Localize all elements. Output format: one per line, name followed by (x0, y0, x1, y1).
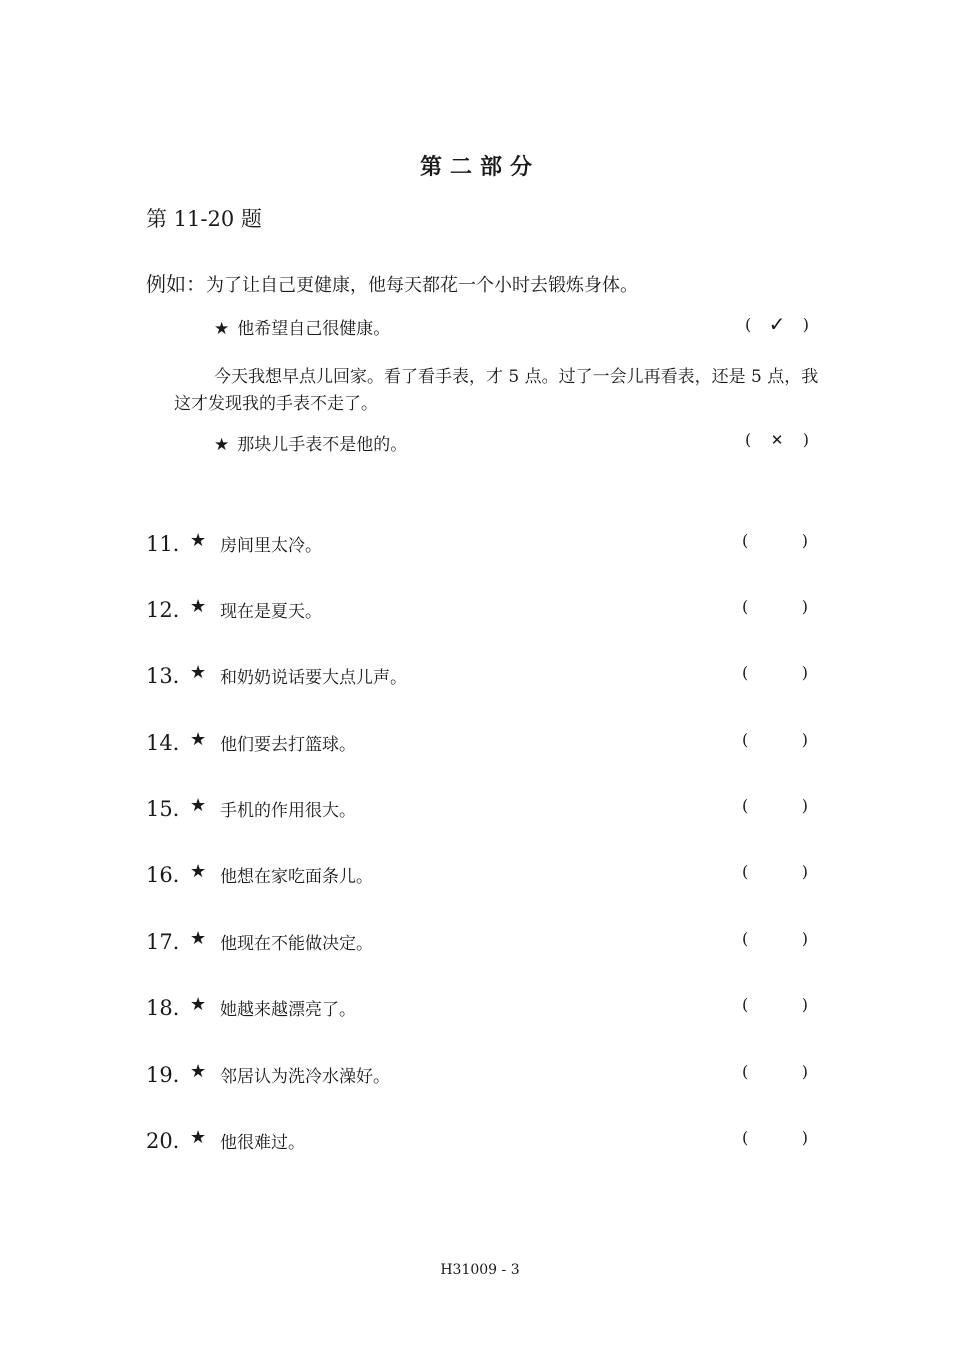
answer-blank[interactable] (742, 597, 808, 616)
open-paren: ( (742, 796, 749, 815)
answer-blank[interactable] (742, 1128, 808, 1147)
open-paren: ( (745, 430, 752, 449)
example-statement-1 (214, 314, 390, 339)
close-paren: ) (801, 995, 808, 1014)
close-paren: ) (801, 730, 808, 749)
question-row-18 (146, 992, 816, 1022)
question-number: 15． (146, 797, 194, 821)
question-row-13 (146, 660, 816, 690)
question-number: 12． (146, 598, 194, 622)
star-icon: ★ (190, 596, 207, 617)
star-icon: ★ (190, 662, 207, 683)
star-icon: ★ (190, 1127, 207, 1148)
question-row-14 (146, 727, 816, 757)
open-paren: ( (745, 314, 752, 334)
question-row-16 (146, 859, 816, 889)
example-answer-1 (745, 312, 809, 336)
close-paren: ) (801, 929, 808, 948)
answer-blank[interactable] (742, 796, 808, 815)
close-paren: ) (801, 597, 808, 616)
example-label: 例如： (146, 272, 206, 296)
example-text: 为了让自己更健康，他每天都花一个小时去锻炼身体。 (206, 275, 638, 296)
close-paren: ) (801, 663, 808, 682)
question-text: 他们要去打篮球。 (220, 735, 356, 755)
star-icon: ★ (190, 530, 207, 551)
question-text: 邻居认为洗冷水澡好。 (220, 1067, 390, 1087)
question-number: 19． (146, 1063, 194, 1087)
open-paren: ( (742, 597, 749, 616)
question-text: 他想在家吃面条儿。 (220, 867, 373, 887)
open-paren: ( (742, 1062, 749, 1081)
open-paren: ( (742, 929, 749, 948)
open-paren: ( (742, 730, 749, 749)
example-sentence (146, 268, 638, 297)
question-row-19 (146, 1059, 816, 1089)
close-paren: ) (801, 1062, 808, 1081)
question-number: 13． (146, 664, 194, 688)
open-paren: ( (742, 531, 749, 550)
close-paren: ) (801, 1128, 808, 1147)
star-icon: ★ (190, 1061, 207, 1082)
example-statement-text: 他希望自己很健康。 (237, 319, 391, 339)
answer-blank[interactable] (742, 663, 808, 682)
question-number: 17． (146, 930, 194, 954)
cross-icon: ✕ (770, 430, 784, 449)
question-row-12 (146, 594, 816, 624)
question-text: 他现在不能做决定。 (220, 934, 373, 954)
star-icon: ★ (214, 319, 230, 339)
question-text: 手机的作用很大。 (220, 801, 356, 821)
star-icon: ★ (190, 928, 207, 949)
question-row-11 (146, 528, 816, 558)
question-number: 18． (146, 996, 194, 1020)
close-paren: ) (801, 531, 808, 550)
section-title: 第二部分 (419, 154, 540, 180)
question-row-17 (146, 926, 816, 956)
star-icon: ★ (190, 861, 207, 882)
star-icon: ★ (190, 994, 207, 1015)
open-paren: ( (742, 995, 749, 1014)
question-number: 14． (146, 731, 194, 755)
example-statement-text: 那块儿手表不是他的。 (237, 435, 408, 455)
question-text: 和奶奶说话要大点儿声。 (220, 668, 407, 688)
close-paren: ) (802, 314, 809, 334)
question-number: 20． (146, 1129, 194, 1153)
answer-blank[interactable] (742, 1062, 808, 1081)
star-icon: ★ (190, 729, 207, 750)
question-text: 他很难过。 (220, 1133, 305, 1153)
star-icon: ★ (214, 435, 230, 455)
star-icon: ★ (190, 795, 207, 816)
open-paren: ( (742, 862, 749, 881)
question-text: 现在是夏天。 (220, 602, 322, 622)
question-text: 房间里太冷。 (220, 536, 322, 556)
answer-blank[interactable] (742, 730, 808, 749)
question-text: 她越来越漂亮了。 (220, 1000, 356, 1020)
example-answer-2 (745, 430, 809, 449)
example-statement-2 (214, 430, 407, 455)
close-paren: ) (801, 862, 808, 881)
question-row-15 (146, 793, 816, 823)
close-paren: ) (802, 430, 809, 449)
answer-blank[interactable] (742, 862, 808, 881)
question-number: 11． (146, 532, 194, 556)
question-range-title: 第 11-20 题 (146, 207, 262, 231)
question-row-20 (146, 1125, 816, 1155)
close-paren: ) (801, 796, 808, 815)
open-paren: ( (742, 663, 749, 682)
answer-blank[interactable] (742, 929, 808, 948)
question-number: 16． (146, 863, 194, 887)
checkmark-icon: ✓ (768, 312, 786, 336)
answer-blank[interactable] (742, 995, 808, 1014)
page-footer: H31009 - 3 (440, 1262, 520, 1278)
open-paren: ( (742, 1128, 749, 1147)
answer-blank[interactable] (742, 531, 808, 550)
example-passage: 今天我想早点儿回家。看了看手表，才 5 点。过了一会儿再看表，还是 5 点，我这才发现我的手表不走了。 (174, 367, 819, 414)
